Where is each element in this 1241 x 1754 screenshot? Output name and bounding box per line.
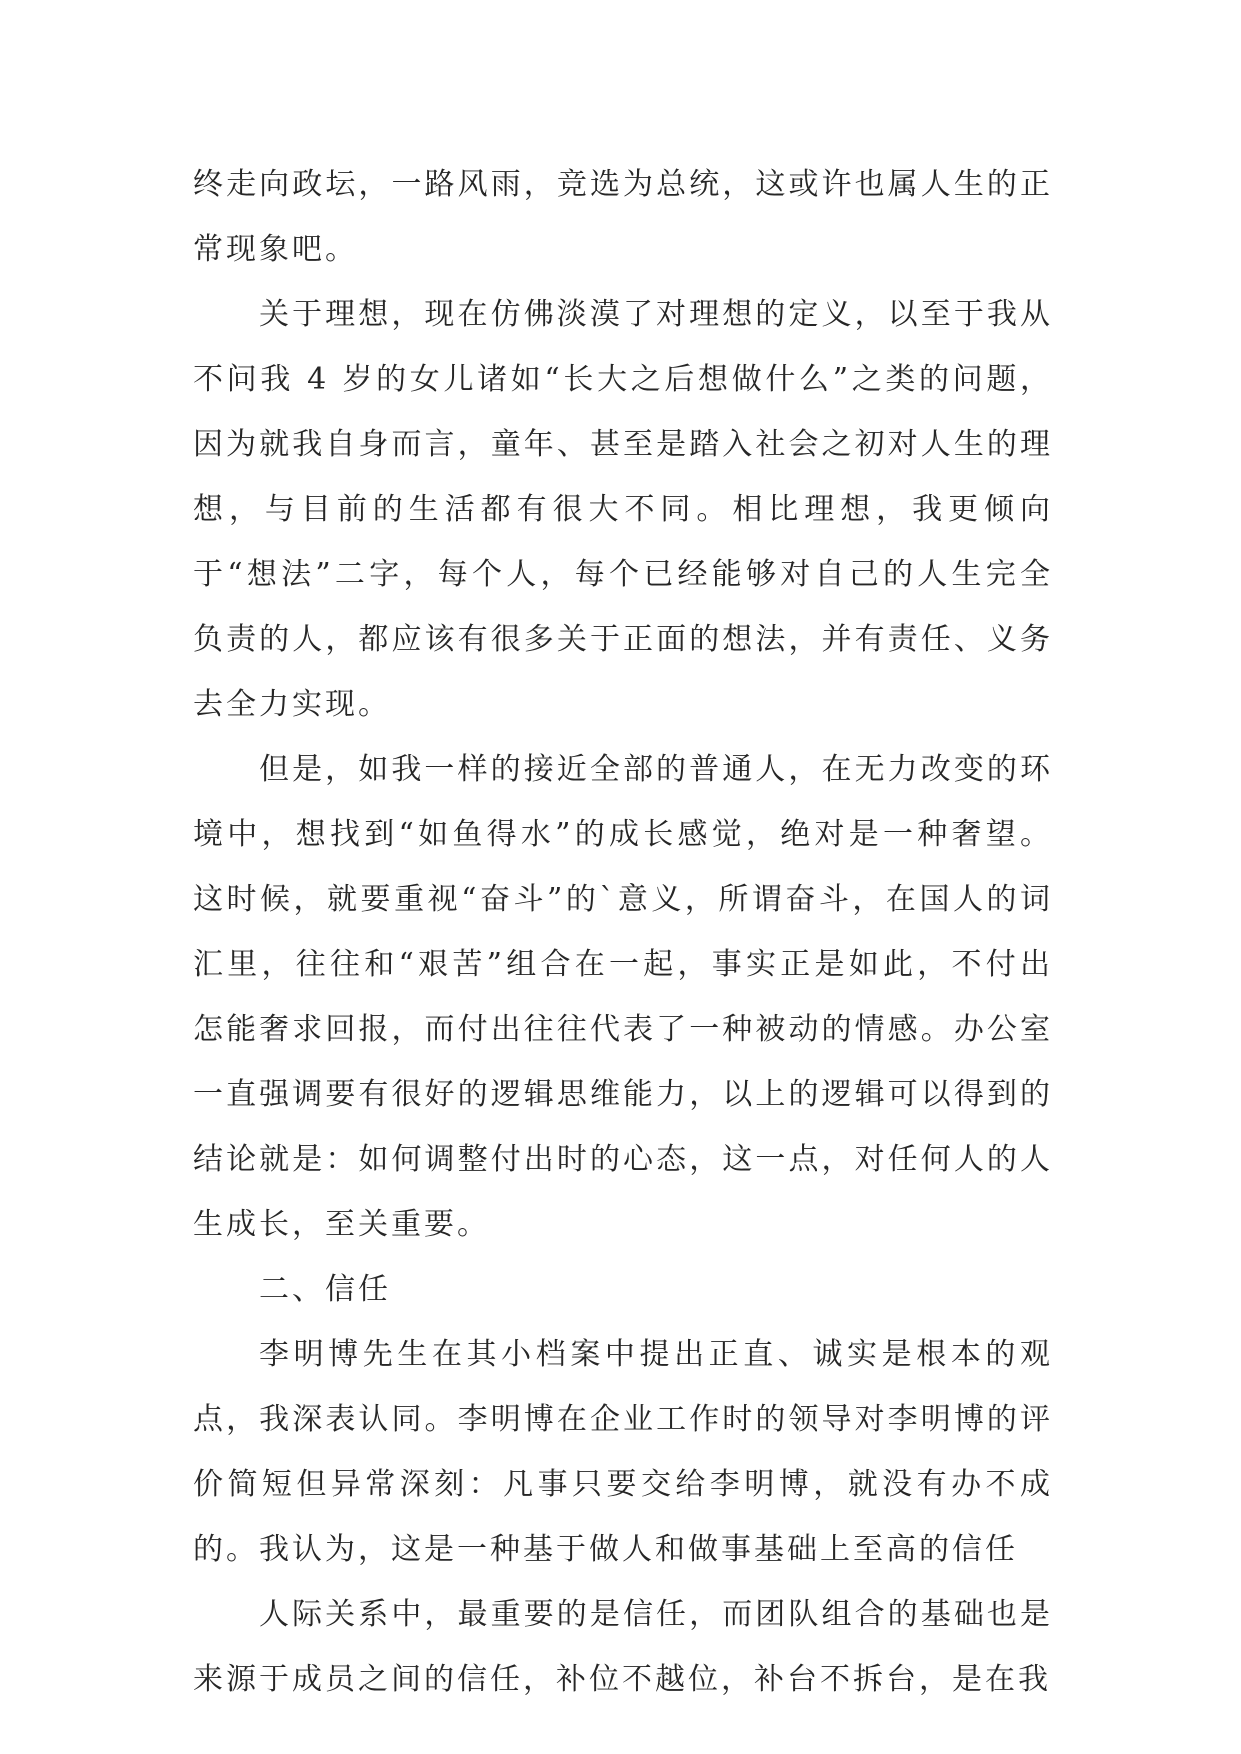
document-body	[193, 152, 1053, 1712]
paragraph-lee-myung-bak: 李明博先生在其小档案中提出正直、诚实是根本的观点，我深表认同。李明博在企业工作时的领导对李明博的评价简短但异常深刻：凡事只要交给李明博，就没有办不成的。我认为，这是一种基于做人和做事基础上至高的信任	[193, 1337, 1053, 1567]
section-heading-trust: 二、信任	[259, 1272, 391, 1307]
paragraph-struggle: 但是，如我一样的接近全部的普通人，在无力改变的环境中，想找到“如鱼得水”的成长感觉，绝对是一种奢望。这时候，就要重视“奋斗”的`意义，所谓奋斗，在国人的词汇里，往往和“艰苦”组合在一起，事实正是如此，不付出怎能奢求回报，而付出往往代表了一种被动的情感。办公室一直强调要有很好的逻辑思维能力，以上的逻辑可以得到的结论就是：如何调整付出时的心态，这一点，对任何人的人生成长，至关重要。	[193, 752, 1053, 1242]
paragraph-continuation: 终走向政坛，一路风雨，竞选为总统，这或许也属人生的正常现象吧。	[193, 167, 1053, 267]
paragraph-ideal: 关于理想，现在仿佛淡漠了对理想的定义，以至于我从不问我 4 岁的女儿诸如“长大之后想做什么”之类的问题，因为就我自身而言，童年、甚至是踏入社会之初对人生的理想，与目前的生活都有很大不同。相比理想，我更倾向于“想法”二字，每个人，每个已经能够对自己的人生完全负责的人，都应该有很多关于正面的想法，并有责任、义务去全力实现。	[193, 297, 1053, 722]
paragraph-team-trust: 人际关系中，最重要的是信任，而团队组合的基础也是来源于成员之间的信任，补位不越位，补台不拆台，是在我	[193, 1597, 1053, 1697]
